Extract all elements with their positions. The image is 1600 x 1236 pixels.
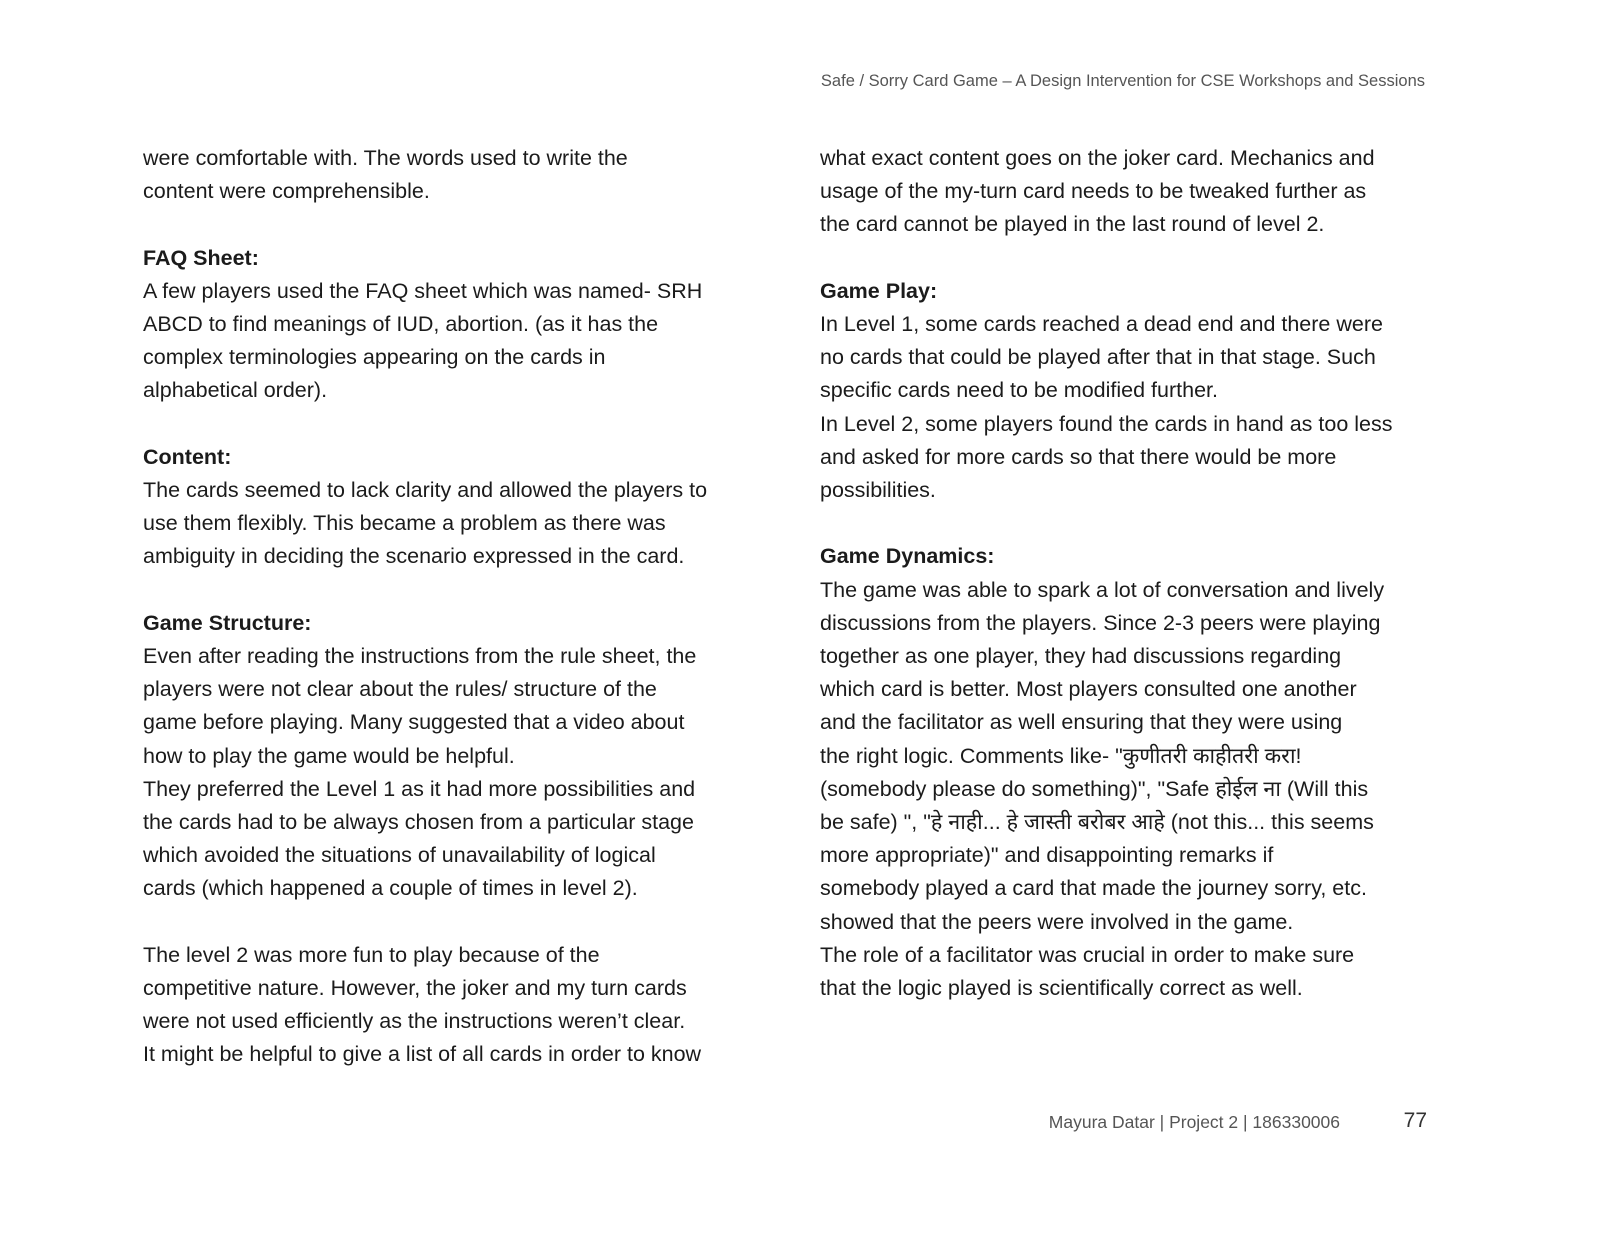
section-heading-game-structure: Game Structure: [143,610,312,635]
text-line: In Level 1, some cards reached a dead end and there were [820,312,1383,336]
text-line: In Level 2, some players found the cards in hand as too less [820,411,1393,436]
text-line: The game was able to spark a lot of conversation and lively [820,577,1385,602]
text-line: what exact content goes on the joker card. Mechanics and [820,146,1375,170]
page-number: 77 [1403,1109,1427,1132]
text-line: competitive nature. However, the joker and my turn cards [143,976,687,1001]
text-line: together as one player, they had discussions regarding [820,644,1342,669]
text-line: game before playing. Many suggested that a video about [143,710,685,735]
text-line: They preferred the Level 1 as it had more possibilities and [143,776,696,801]
text-line: the right logic. Comments like- "कुणीतरी काहीतरी करा! [820,743,1302,768]
text-line: A few players used the FAQ sheet which was named- SRH [143,278,703,303]
text-line: players were not clear about the rules/ structure of the [143,677,657,702]
text-line: discussions from the players. Since 2-3 peers were playing [820,610,1381,635]
text-line: somebody played a card that made the journey sorry, etc. [820,876,1367,901]
text-line: the cards had to be always chosen from a particular stage [143,810,694,835]
text-line: The cards seemed to lack clarity and allowed the players to [143,478,708,502]
text-line: that the logic played is scientifically correct as well. [820,976,1303,1001]
footer-author-line: Mayura Datar | Project 2 | 186330006 [1048,1112,1340,1132]
text-line: usage of the my-turn card needs to be tweaked further as [820,179,1367,204]
text-line: more appropriate)" and disappointing remarks if [820,843,1274,868]
text-line: the card cannot be played in the last round of level 2. [820,212,1325,237]
text-line: be safe) ", "हे नाही... हे जास्ती बरोबर आहे (not this... this seems [820,810,1374,835]
text-line: (somebody please do something)", "Safe होईल ना (Will this [820,776,1369,801]
section-heading-content: Content: [143,444,232,469]
left-column [143,142,773,1072]
text-line: It might be helpful to give a list of all cards in order to know [143,1042,702,1067]
text-line: and asked for more cards so that there would be more [820,444,1337,469]
section-heading-faq: FAQ Sheet: [143,245,259,270]
text-line: which avoided the situations of unavailability of logical [143,843,656,868]
text-line: The role of a facilitator was crucial in order to make sure [820,942,1355,967]
text-line: alphabetical order). [143,378,328,403]
text-line: The level 2 was more fun to play because of the [143,942,600,967]
text-line: Even after reading the instructions from the rule sheet, the [143,644,697,668]
text-line: how to play the game would be helpful. [143,743,515,768]
text-line: use them flexibly. This became a problem as there was [143,511,666,536]
text-line: ambiguity in deciding the scenario expressed in the card. [143,544,685,569]
section-heading-game-play: Game Play: [820,278,938,303]
text-line: were not used efficiently as the instructions weren’t clear. [143,1009,686,1034]
text-line: ABCD to find meanings of IUD, abortion. (as it has the [143,312,659,336]
running-header: Safe / Sorry Card Game – A Design Intervention for CSE Workshops and Sessions [820,72,1425,90]
text-line: complex terminologies appearing on the cards in [143,345,606,370]
text-line: which card is better. Most players consulted one another [820,677,1357,702]
text-line: were comfortable with. The words used to write the [143,146,628,170]
text-line: showed that the peers were involved in the game. [820,909,1294,934]
text-line: no cards that could be played after that in that stage. Such [820,345,1376,370]
text-line: cards (which happened a couple of times in level 2). [143,876,638,901]
right-column [820,142,1440,1005]
text-line: possibilities. [820,478,936,503]
section-heading-game-dynamics: Game Dynamics: [820,544,995,569]
text-line: and the facilitator as well ensuring that they were using [820,710,1343,735]
text-line: specific cards need to be modified further. [820,378,1218,403]
text-line: content were comprehensible. [143,179,430,204]
